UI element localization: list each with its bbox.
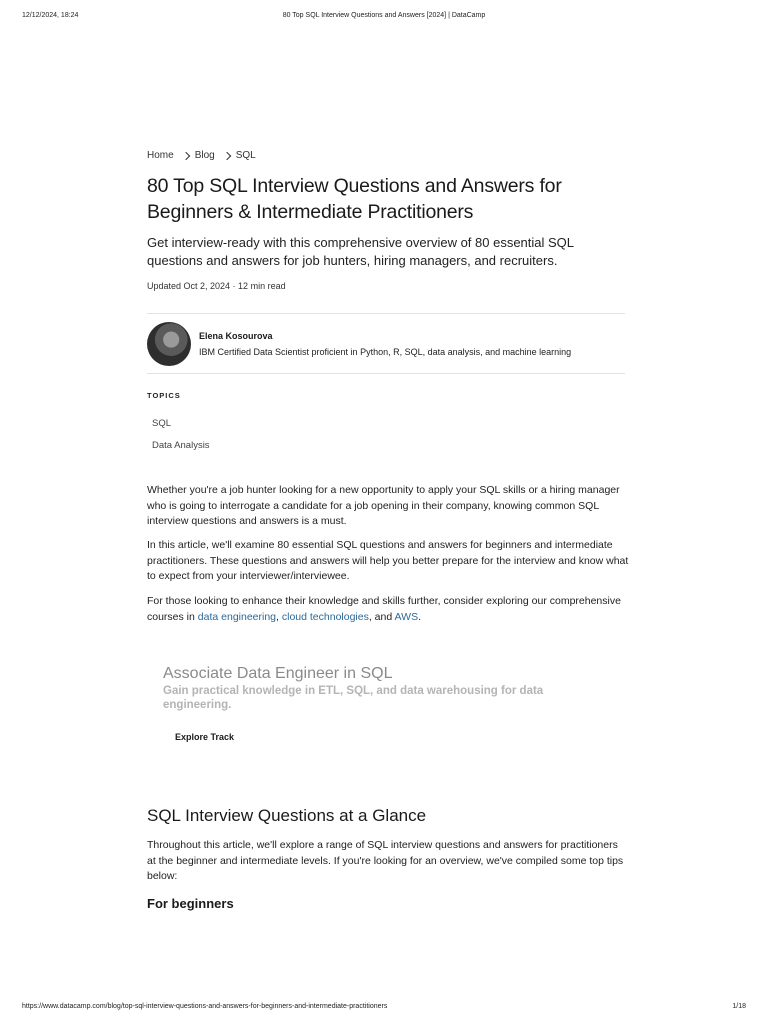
topics-label: TOPICS [147,391,181,400]
print-page-title: 80 Top SQL Interview Questions and Answers [2024] | DataCamp [282,12,486,19]
paragraph-text: , and [368,610,395,623]
explore-track-button[interactable]: Explore Track [175,732,235,742]
intro-paragraph-2: In this article, we'll examine 80 essential SQL questions and answers for beginners and intermediate practitioners. These questions and answers will help you better prepare for the interview and know what to expect from your interviewer/interviewee. [147,539,629,582]
divider [147,313,625,314]
print-page-number: 1/18 [732,1003,746,1010]
print-datetime: 12/12/2024, 18:24 [22,12,79,19]
promo-description: Gain practical knowledge in ETL, SQL, and data warehousing for data engineering. [163,685,544,711]
author-bio: IBM Certified Data Scientist proficient in Python, R, SQL, data analysis, and machine learning [199,347,572,357]
author-card [147,322,571,366]
breadcrumb-home[interactable]: Home [147,150,174,161]
aws-link[interactable]: AWS [394,610,419,623]
paragraph-text: , [276,610,282,623]
breadcrumb [147,150,256,161]
intro-paragraph-3 [147,594,629,625]
intro-paragraph-1: Whether you're a job hunter looking for a new opportunity to apply your SQL skills or a hiring manager who is going to interrogate a candidate for a job opening in their company, knowing common SQL interview questions and answers is a must. [147,484,620,527]
topic-data-analysis[interactable]: Data Analysis [152,440,210,451]
section-heading: SQL Interview Questions at a Glance [147,806,427,825]
topic-sql[interactable]: SQL [152,418,172,429]
promo-title: Associate Data Engineer in SQL [163,665,393,682]
breadcrumb-sql[interactable]: SQL [235,150,256,161]
breadcrumb-blog[interactable]: Blog [194,150,215,161]
section-paragraph: Throughout this article, we'll explore a range of SQL interview questions and answers for practitioners at the beginner and intermediate levels. If you're looking for an overview, we've compiled some top tips below: [147,839,624,882]
article-meta: Updated Oct 2, 2024 · 12 min read [147,281,286,291]
author-name[interactable]: Elena Kosourova [199,331,273,341]
subsection-heading: For beginners [147,896,234,911]
data-engineering-link[interactable]: data engineering [197,610,277,623]
cloud-technologies-link[interactable]: cloud technologies [281,610,369,623]
chevron-right-icon [223,151,233,161]
print-url: https://www.datacamp.com/blog/top-sql-interview-questions-and-answers-for-beginners-and-intermediate-practitioners [22,1003,388,1010]
avatar[interactable] [147,322,191,366]
paragraph-text: . [418,610,421,623]
article-title: 80 Top SQL Interview Questions and Answers for Beginners & Intermediate Practitioners [147,175,562,223]
chevron-right-icon [182,151,192,161]
paragraph-text: For those looking to enhance their knowledge and skills further, consider exploring our comprehensive courses in [147,595,621,623]
article-subtitle: Get interview-ready with this comprehensive overview of 80 essential SQL questions and answers for job hunters, hiring managers, and recruiters. [147,235,574,268]
divider [147,373,625,374]
